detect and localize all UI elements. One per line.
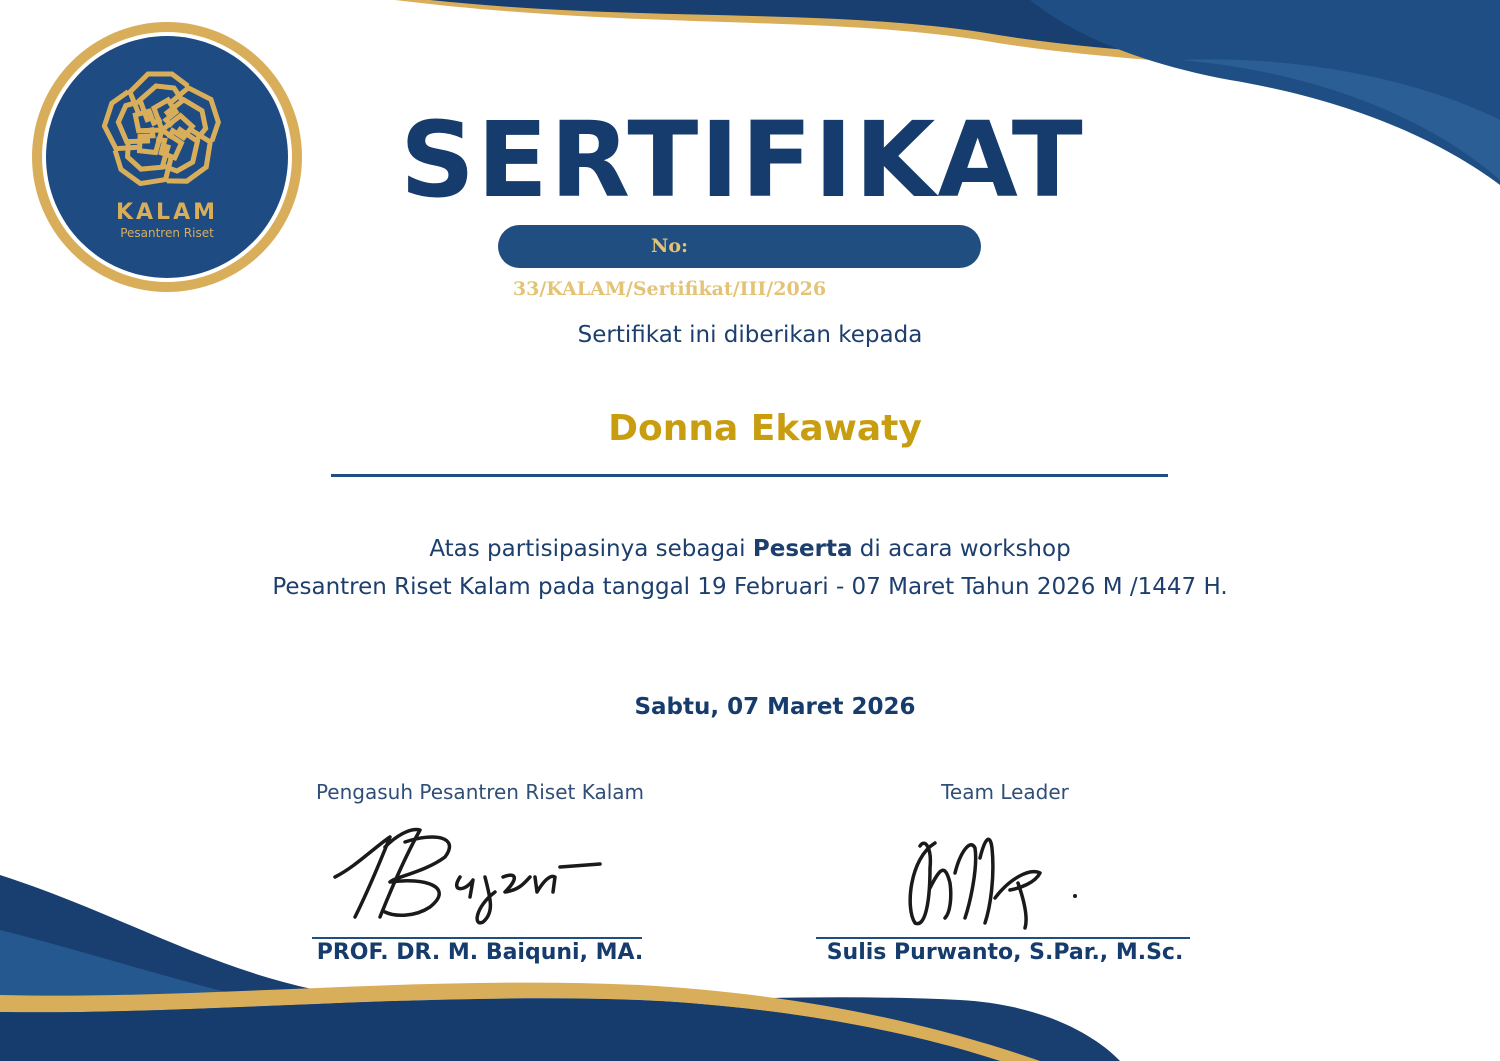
certificate-date: Sabtu, 07 Maret 2026 bbox=[634, 694, 916, 720]
kalam-logo bbox=[28, 18, 306, 296]
signer-1-name: PROF. DR. M. Baiquni, MA. bbox=[316, 940, 644, 965]
description-line-1 bbox=[90, 530, 1410, 568]
signature-baiquni-icon bbox=[325, 822, 605, 932]
recipient-name: Donna Ekawaty bbox=[608, 408, 922, 449]
signer-1-title: Pengasuh Pesantren Riset Kalam bbox=[315, 780, 645, 804]
description-line-2: Pesantren Riset Kalam pada tanggal 19 Februari - 07 Maret Tahun 2026 M /1447 H. bbox=[272, 574, 1228, 600]
recipient-underline bbox=[331, 474, 1168, 477]
logo-subtitle: Pesantren Riset bbox=[120, 226, 214, 240]
participant-role: Peserta bbox=[752, 536, 853, 562]
kalam-knot-emblem-icon bbox=[28, 18, 306, 296]
certificate-number-badge: No: 33/KALAM/Sertifikat/III/2026 bbox=[498, 225, 981, 268]
given-to-text: Sertifikat ini diberikan kepada bbox=[577, 322, 923, 348]
signer-2-line bbox=[816, 937, 1190, 939]
certificate-description bbox=[90, 530, 1410, 606]
signer-1-line bbox=[312, 937, 642, 939]
logo-name: KALAM bbox=[115, 200, 218, 225]
description-text: di acara workshop bbox=[852, 536, 1071, 562]
signer-2-title: Team Leader bbox=[941, 780, 1069, 804]
certificate-title: SERTIFIKAT bbox=[400, 99, 1085, 221]
signer-2-name: Sulis Purwanto, S.Par., M.Sc. bbox=[826, 940, 1184, 965]
description-text: Atas partisipasinya sebagai bbox=[429, 536, 753, 562]
signature-sulis-icon bbox=[900, 828, 1090, 938]
